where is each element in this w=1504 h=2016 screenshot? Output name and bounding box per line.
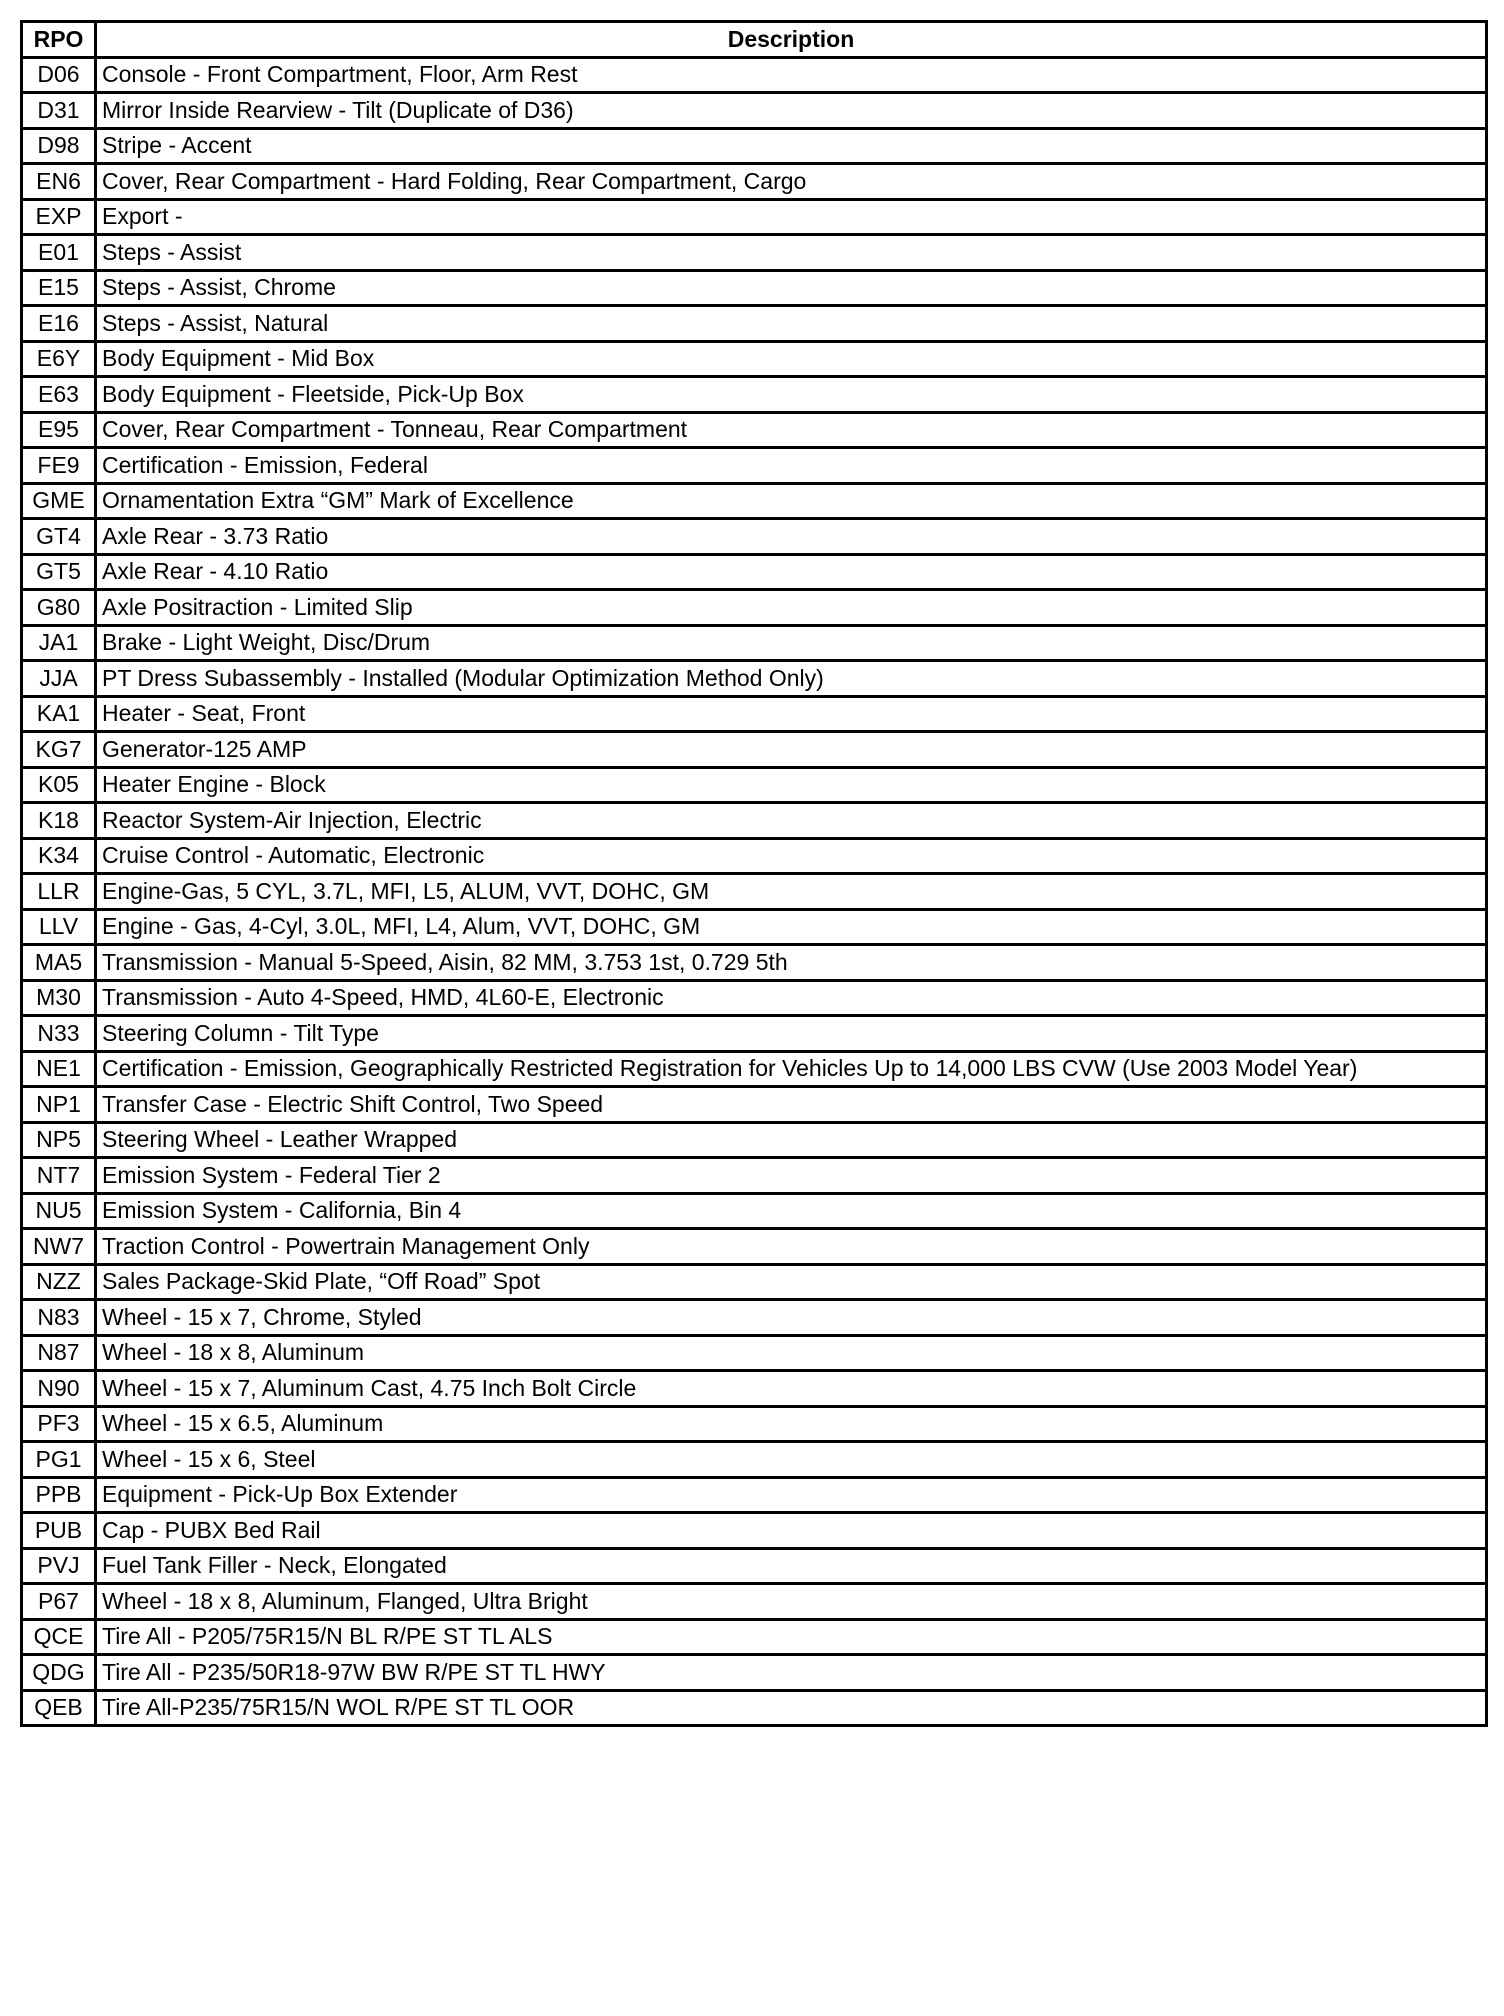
table-row (22, 909, 1487, 945)
table-row (22, 945, 1487, 981)
table-row (22, 1016, 1487, 1052)
table-row (22, 1087, 1487, 1123)
table-row (22, 1122, 1487, 1158)
table-row (22, 980, 1487, 1016)
table-row (22, 1371, 1487, 1407)
description-cell: Tire All - P235/50R18-97W BW R/PE ST TL HWY (96, 1655, 1487, 1691)
rpo-code-cell: MA5 (22, 945, 96, 981)
description-cell: Cover, Rear Compartment - Tonneau, Rear Compartment (96, 412, 1487, 448)
rpo-code-cell: QCE (22, 1619, 96, 1655)
description-cell: Axle Rear - 4.10 Ratio (96, 554, 1487, 590)
table-row (22, 412, 1487, 448)
description-cell: Wheel - 15 x 7, Chrome, Styled (96, 1300, 1487, 1336)
rpo-code-cell: P67 (22, 1584, 96, 1620)
description-cell: Cover, Rear Compartment - Hard Folding, Rear Compartment, Cargo (96, 164, 1487, 200)
rpo-code-cell: E6Y (22, 341, 96, 377)
description-cell: Certification - Emission, Geographically Restricted Registration for Vehicles Up to 14,000 LBS CVW (Use 2003 Model Year) (96, 1051, 1487, 1087)
table-row (22, 377, 1487, 413)
table-row (22, 1548, 1487, 1584)
table-row (22, 448, 1487, 484)
description-cell: Body Equipment - Fleetside, Pick-Up Box (96, 377, 1487, 413)
description-cell: Body Equipment - Mid Box (96, 341, 1487, 377)
rpo-code-cell: JJA (22, 661, 96, 697)
table-row (22, 519, 1487, 555)
table-row (22, 732, 1487, 768)
table-row (22, 838, 1487, 874)
rpo-code-cell: EXP (22, 199, 96, 235)
description-cell: Heater - Seat, Front (96, 696, 1487, 732)
description-cell: Cruise Control - Automatic, Electronic (96, 838, 1487, 874)
description-cell: Certification - Emission, Federal (96, 448, 1487, 484)
rpo-code-cell: NP5 (22, 1122, 96, 1158)
table-row (22, 1690, 1487, 1726)
rpo-code-cell: PPB (22, 1477, 96, 1513)
table-row (22, 767, 1487, 803)
table-body (22, 57, 1487, 1726)
table-row (22, 1335, 1487, 1371)
table-row (22, 1229, 1487, 1265)
table-row (22, 661, 1487, 697)
rpo-code-cell: M30 (22, 980, 96, 1016)
table-row (22, 93, 1487, 129)
rpo-code-cell: E01 (22, 235, 96, 271)
description-cell: Wheel - 15 x 6.5, Aluminum (96, 1406, 1487, 1442)
table-row (22, 270, 1487, 306)
rpo-code-cell: JA1 (22, 625, 96, 661)
table-row (22, 306, 1487, 342)
rpo-code-cell: QEB (22, 1690, 96, 1726)
table-row (22, 1513, 1487, 1549)
rpo-code-cell: D98 (22, 128, 96, 164)
table-row (22, 554, 1487, 590)
description-cell: Reactor System-Air Injection, Electric (96, 803, 1487, 839)
rpo-code-cell: N87 (22, 1335, 96, 1371)
table-row (22, 1477, 1487, 1513)
rpo-code-cell: K18 (22, 803, 96, 839)
description-cell: Axle Positraction - Limited Slip (96, 590, 1487, 626)
rpo-code-cell: KG7 (22, 732, 96, 768)
rpo-code-cell: N33 (22, 1016, 96, 1052)
description-cell: Fuel Tank Filler - Neck, Elongated (96, 1548, 1487, 1584)
table-row (22, 590, 1487, 626)
table-row (22, 341, 1487, 377)
rpo-code-cell: NT7 (22, 1158, 96, 1194)
description-cell: Ornamentation Extra “GM” Mark of Excellence (96, 483, 1487, 519)
description-cell: Wheel - 15 x 6, Steel (96, 1442, 1487, 1478)
table-row (22, 625, 1487, 661)
description-cell: Heater Engine - Block (96, 767, 1487, 803)
table-row (22, 1300, 1487, 1336)
rpo-code-cell: NE1 (22, 1051, 96, 1087)
description-cell: Mirror Inside Rearview - Tilt (Duplicate of D36) (96, 93, 1487, 129)
rpo-code-cell: NU5 (22, 1193, 96, 1229)
table-row (22, 1619, 1487, 1655)
description-column-header: Description (96, 22, 1487, 58)
table-row (22, 164, 1487, 200)
table-row (22, 874, 1487, 910)
table-row (22, 1442, 1487, 1478)
description-cell: Brake - Light Weight, Disc/Drum (96, 625, 1487, 661)
rpo-code-cell: D31 (22, 93, 96, 129)
description-cell: Wheel - 18 x 8, Aluminum (96, 1335, 1487, 1371)
table-row (22, 1264, 1487, 1300)
description-cell: Sales Package-Skid Plate, “Off Road” Spot (96, 1264, 1487, 1300)
rpo-code-cell: NW7 (22, 1229, 96, 1265)
rpo-code-cell: E63 (22, 377, 96, 413)
rpo-code-cell: GME (22, 483, 96, 519)
description-cell: Cap - PUBX Bed Rail (96, 1513, 1487, 1549)
description-cell: Export - (96, 199, 1487, 235)
table-row (22, 483, 1487, 519)
description-cell: Engine - Gas, 4-Cyl, 3.0L, MFI, L4, Alum, VVT, DOHC, GM (96, 909, 1487, 945)
rpo-code-cell: NZZ (22, 1264, 96, 1300)
description-cell: Transmission - Manual 5-Speed, Aisin, 82 MM, 3.753 1st, 0.729 5th (96, 945, 1487, 981)
table-row (22, 199, 1487, 235)
rpo-code-cell: QDG (22, 1655, 96, 1691)
description-cell: Engine-Gas, 5 CYL, 3.7L, MFI, L5, ALUM, VVT, DOHC, GM (96, 874, 1487, 910)
description-cell: Tire All-P235/75R15/N WOL R/PE ST TL OOR (96, 1690, 1487, 1726)
rpo-code-cell: PVJ (22, 1548, 96, 1584)
rpo-code-cell: K34 (22, 838, 96, 874)
description-cell: Wheel - 15 x 7, Aluminum Cast, 4.75 Inch Bolt Circle (96, 1371, 1487, 1407)
description-cell: Axle Rear - 3.73 Ratio (96, 519, 1487, 555)
rpo-code-cell: GT4 (22, 519, 96, 555)
rpo-code-cell: PUB (22, 1513, 96, 1549)
description-cell: Transfer Case - Electric Shift Control, Two Speed (96, 1087, 1487, 1123)
table-row (22, 1051, 1487, 1087)
rpo-code-cell: E16 (22, 306, 96, 342)
description-cell: Transmission - Auto 4-Speed, HMD, 4L60-E, Electronic (96, 980, 1487, 1016)
description-cell: Emission System - Federal Tier 2 (96, 1158, 1487, 1194)
table-row (22, 1193, 1487, 1229)
rpo-code-cell: E15 (22, 270, 96, 306)
description-cell: Wheel - 18 x 8, Aluminum, Flanged, Ultra Bright (96, 1584, 1487, 1620)
header-row (22, 22, 1487, 58)
table-row (22, 1406, 1487, 1442)
description-cell: Generator-125 AMP (96, 732, 1487, 768)
rpo-code-cell: EN6 (22, 164, 96, 200)
table-row (22, 696, 1487, 732)
rpo-table (20, 20, 1488, 1727)
rpo-code-cell: E95 (22, 412, 96, 448)
rpo-code-cell: K05 (22, 767, 96, 803)
rpo-code-cell: G80 (22, 590, 96, 626)
description-cell: Equipment - Pick-Up Box Extender (96, 1477, 1487, 1513)
description-cell: Steps - Assist (96, 235, 1487, 271)
rpo-code-cell: PF3 (22, 1406, 96, 1442)
table-row (22, 1158, 1487, 1194)
description-cell: Console - Front Compartment, Floor, Arm Rest (96, 57, 1487, 93)
rpo-code-cell: N83 (22, 1300, 96, 1336)
rpo-code-cell: KA1 (22, 696, 96, 732)
rpo-code-cell: D06 (22, 57, 96, 93)
table-row (22, 57, 1487, 93)
description-cell: Steering Wheel - Leather Wrapped (96, 1122, 1487, 1158)
table-row (22, 1584, 1487, 1620)
description-cell: Emission System - California, Bin 4 (96, 1193, 1487, 1229)
table-row (22, 235, 1487, 271)
rpo-code-cell: NP1 (22, 1087, 96, 1123)
description-cell: Steering Column - Tilt Type (96, 1016, 1487, 1052)
description-cell: Traction Control - Powertrain Management Only (96, 1229, 1487, 1265)
rpo-code-cell: PG1 (22, 1442, 96, 1478)
rpo-code-cell: N90 (22, 1371, 96, 1407)
rpo-code-cell: LLR (22, 874, 96, 910)
rpo-code-cell: FE9 (22, 448, 96, 484)
description-cell: Stripe - Accent (96, 128, 1487, 164)
table-row (22, 128, 1487, 164)
rpo-column-header: RPO (22, 22, 96, 58)
description-cell: Steps - Assist, Chrome (96, 270, 1487, 306)
description-cell: PT Dress Subassembly - Installed (Modular Optimization Method Only) (96, 661, 1487, 697)
table-row (22, 1655, 1487, 1691)
table-row (22, 803, 1487, 839)
rpo-code-cell: LLV (22, 909, 96, 945)
description-cell: Steps - Assist, Natural (96, 306, 1487, 342)
description-cell: Tire All - P205/75R15/N BL R/PE ST TL ALS (96, 1619, 1487, 1655)
rpo-code-cell: GT5 (22, 554, 96, 590)
